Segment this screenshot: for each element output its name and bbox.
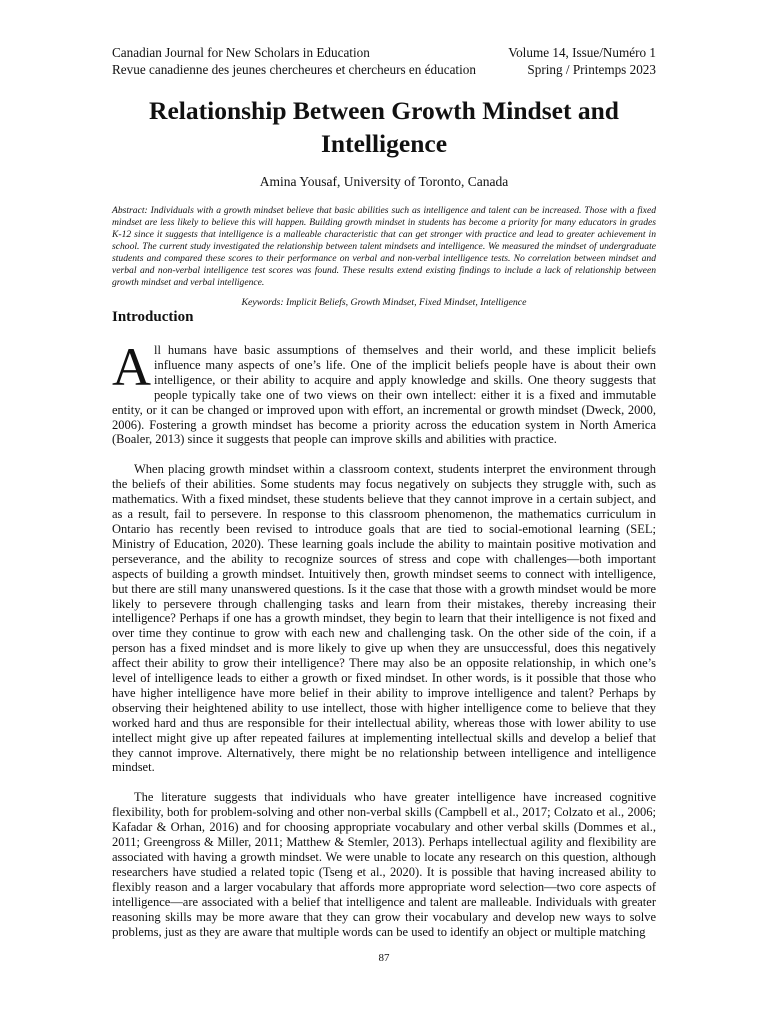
body-text [112,337,656,954]
article-title: Relationship Between Growth Mindset and Intelligence [149,96,619,158]
journal-name-en: Canadian Journal for New Scholars in Education [112,45,370,60]
author-line: Amina Yousaf, University of Toronto, Canada [259,174,509,189]
keywords: Keywords: Implicit Beliefs, Growth Mindset, Fixed Mindset, Intelligence [241,297,527,308]
volume-issue: Volume 14, Issue/Numéro 1 [508,45,656,60]
running-header [112,44,656,78]
publication-season: Spring / Printemps 2023 [527,62,656,77]
page-number: 87 [378,952,390,964]
journal-name-fr: Revue canadienne des jeunes chercheures et chercheurs en éducation [112,62,476,77]
section-heading-introduction: Introduction [112,309,194,325]
paragraph-3: The literature suggests that individuals who have greater intelligence have increased cognitive flexibility, both for problem-solving and other non-verbal skills (Campbell et al., 2017; Colzato et al., 2006; Kafadar & Orhan, 2016) and for choosing appropriate vocabulary and other verbal skills (Dommes et al., 2011; Greengross & Miller, 2011; Matthew & Stemler, 2013). Perhaps intellectual agility and flexibility are associated with having a growth mindset. We were unable to locate any research on this question, although researchers have studied a related topic (Tseng et al., 2020). It is possible that having increased ability to flexibly reason and a larger vocabulary that affords more appropriate word selection—two core aspects of intelligence—are associated with a belief that intelligence and talent are malleable. Individuals with greater reasoning skills may be more aware that they can grow their vocabulary and develop new ways to solve problems, just as they are aware that multiple words can be used to identify an object or multiple matching [112,790,656,939]
header-row-1 [112,44,656,61]
drop-cap: A [112,337,151,397]
paragraph-1-text: ll humans have basic assumptions of themselves and their world, and these implicit beliefs influence many aspects of one’s life. One of the implicit beliefs people have is about their own intelligence, or their ability to acquire and apply knowledge and skills. One theory suggests that people typically take one of two views on their own intellect: either it is a fixed and immutable entity, or it can be changed or improved upon with effort, an incremental or growth mindset (Dweck, 2000, 2006). Fostering a growth mindset has become a priority across the education system in North America (Boaler, 2013) since it suggests that people can improve skills and abilities with practice. [112,343,656,447]
paragraph-2: When placing growth mindset within a classroom context, students interpret the environment through the beliefs of their abilities. Some students may focus negatively on subjects they struggle with, such as mathematics. With a fixed mindset, these students believe that they cannot improve in a certain subject, and as a result, fail to persevere. In response to this classroom phenomenon, the mathematics curriculum in Ontario has recently been revised to introduce goals that are tied to social-emotional learning (SEL; Ministry of Education, 2020). These learning goals include the ability to maintain positive motivation and perseverance, and the ability to recognize sources of stress and cope with challenges—both important aspects of building a growth mindset. Intuitively then, growth mindset seems to connect with intelligence, but there are still many unanswered questions. Is it the case that those with a growth mindset would be more likely to persevere through challenging tasks and learn from their mistakes, thereby increasing their intelligence? Perhaps if one has a growth mindset, they begin to learn that their intelligence is not fixed and over time they continue to grow with each new and challenging task. On the other side of the coin, if a person has a fixed mindset and is more likely to give up when they are unsuccessful, does this negatively affect their ability to grow their intelligence? There may also be an opposite relationship, in which one’s level of intelligence leads to either a growth or fixed mindset. In other words, is it possible that those who have higher intelligence have more belief in their ability to improve intelligence and talent? Perhaps by observing their heightened ability to use intellect, those with higher intelligence come to believe that they worked hard and thus are responsible for their intellectual ability, whereas those with lower ability to use intellect might give up after repeated failures at implementing intellectual skills and develop a belief that they cannot improve. Alternatively, there might be no relationship between intelligence and intelligence mindset. [112,462,656,775]
paragraph-1 [112,337,656,447]
abstract: Abstract: Individuals with a growth mindset believe that basic abilities such as intelligence and talent can be increased. Those with a fixed mindset are less likely to believe this will happen. Building growth mindset in students has become a priority for many educators in grades K-12 since it suggests that intelligence is a malleable characteristic that can get stronger with practice and lead to greater achievement in school. The current study investigated the relationship between talent mindsets and intelligence. We measured the mindset of undergraduate students and compared these scores to their performance on verbal and non-verbal intelligence tests. No correlation between mindset and verbal and non-verbal intelligence test scores was found. These results extend existing findings to include a lack of relationship between growth mindset and verbal intelligence. [112,205,656,288]
header-row-2 [112,61,656,78]
